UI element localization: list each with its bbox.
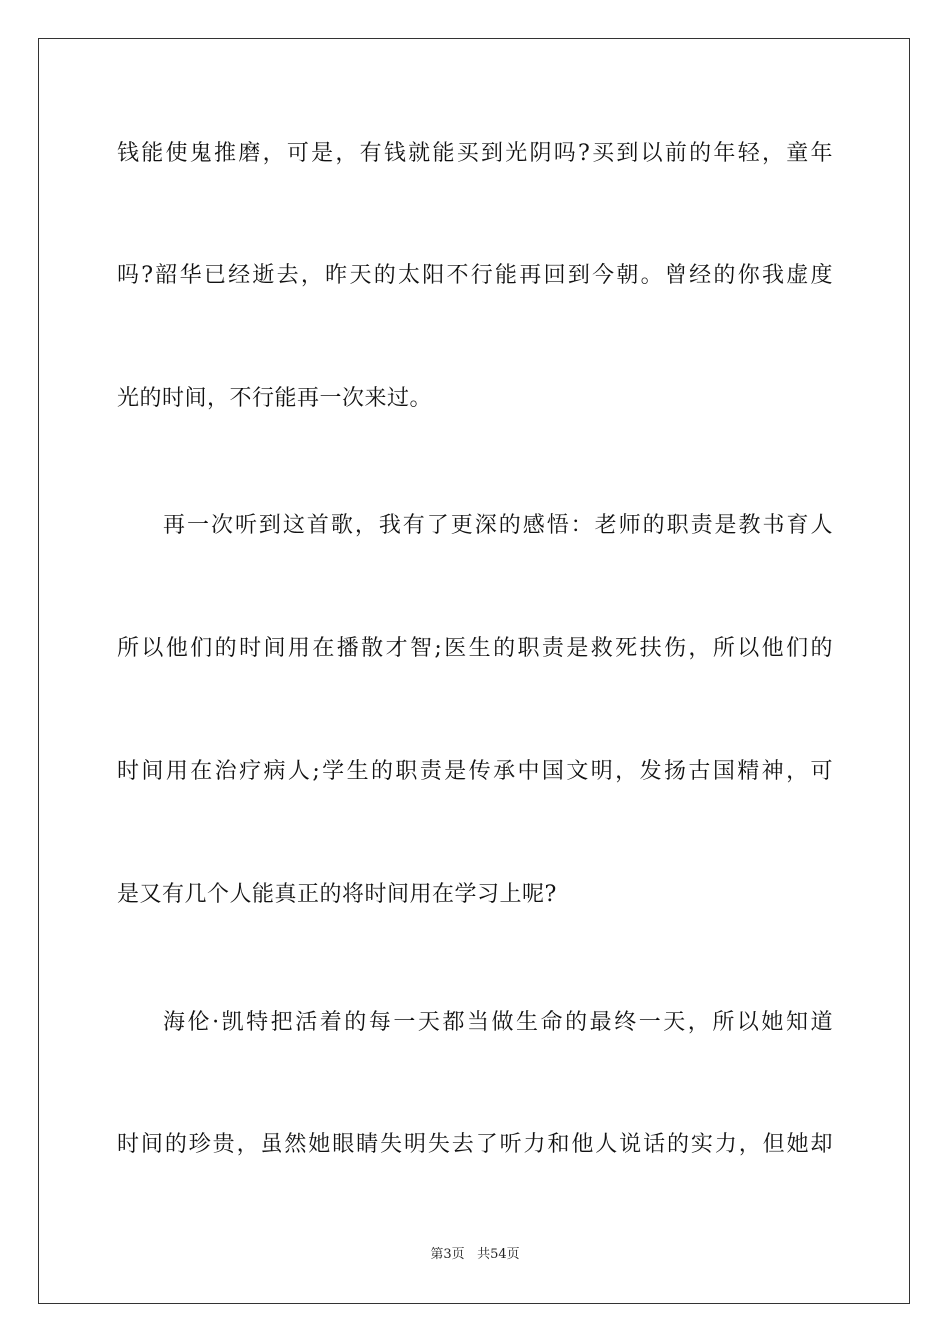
- text-line: 钱能使鬼推磨，可是，有钱就能买到光阴吗?买到以前的年轻，童年: [117, 141, 833, 166]
- text-line: 所以他们的时间用在播散才智;医生的职责是救死扶伤，所以他们的: [117, 636, 833, 661]
- text-line: 是又有几个人能真正的将时间用在学习上呢?: [117, 882, 557, 907]
- page-number: 第3页: [430, 1247, 465, 1262]
- page-border: [38, 38, 910, 1304]
- text-line: 吗?韶华已经逝去，昨天的太阳不行能再回到今朝。曾经的你我虚度: [117, 263, 833, 288]
- paragraph-first-line: 海伦·凯特把活着的每一天都当做生命的最终一天，所以她知道: [163, 1010, 833, 1035]
- page-total: 共54页: [477, 1247, 520, 1262]
- text-line: 时间用在治疗病人;学生的职责是传承中国文明，发扬古国精神，可: [117, 759, 833, 784]
- text-line: 光的时间，不行能再一次来过。: [117, 386, 433, 411]
- paragraph-first-line: 再一次听到这首歌，我有了更深的感悟：老师的职责是教书育人: [163, 513, 833, 538]
- text-line: 时间的珍贵，虽然她眼睛失明失去了听力和他人说话的实力，但她却: [117, 1132, 833, 1157]
- page-footer: [0, 1246, 950, 1264]
